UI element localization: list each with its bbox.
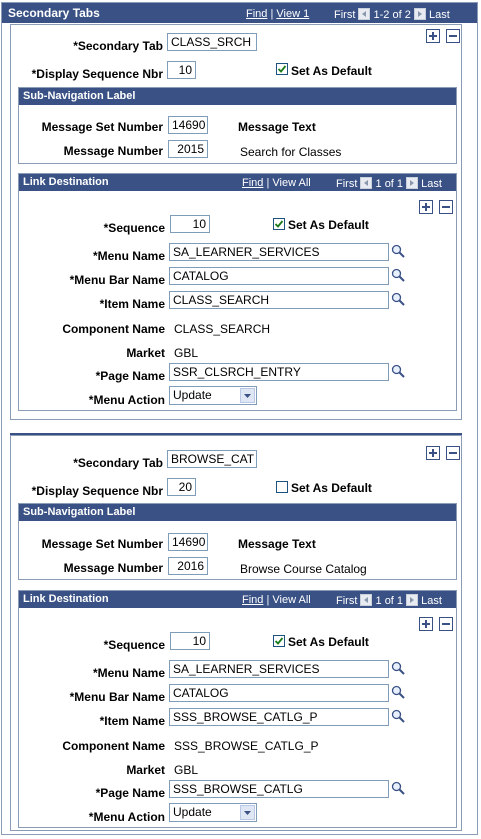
add-row-icon[interactable]: [419, 617, 433, 631]
range-label: 1-2 of 2: [373, 9, 411, 21]
add-row-icon[interactable]: [419, 200, 433, 214]
first-label: First: [334, 9, 356, 21]
prev-arrow-icon[interactable]: [360, 177, 372, 189]
component-label: Component Name: [62, 739, 165, 753]
grid-header: Secondary Tabs Find | View 1 First 1-2 of 2 Last: [2, 3, 477, 23]
display-seq-label: *Display Sequence Nbr: [31, 67, 163, 81]
link-destination-header: Link Destination Find | View All First 1 of 1 Last: [19, 591, 456, 608]
chevron-down-icon[interactable]: [240, 805, 255, 820]
market-label: Market: [126, 763, 165, 777]
last-label: Last: [428, 9, 450, 21]
link-set-default-checkbox[interactable]: [273, 218, 285, 230]
market-value: GBL: [174, 346, 199, 360]
add-row-icon[interactable]: [426, 29, 440, 43]
delete-row-icon[interactable]: [446, 446, 460, 460]
secondary-tab-input[interactable]: BROWSE_CAT: [167, 450, 257, 468]
msg-num-input[interactable]: 2015: [168, 140, 208, 158]
last-label: Last: [421, 595, 442, 607]
component-value: SSS_BROWSE_CATLG_P: [174, 739, 319, 753]
last-label: Last: [421, 178, 442, 190]
first-label: First: [336, 595, 358, 607]
set-default-checkbox[interactable]: [276, 63, 288, 75]
lookup-icon[interactable]: [391, 661, 405, 678]
menu-bar-input[interactable]: CATALOG: [169, 267, 389, 285]
display-seq-input[interactable]: 20: [167, 478, 196, 496]
prev-arrow-icon[interactable]: [358, 8, 370, 20]
menu-action-value: Update: [173, 805, 212, 819]
link-destination-title: Link Destination: [23, 176, 109, 188]
lookup-icon[interactable]: [391, 364, 405, 381]
lookup-icon[interactable]: [391, 685, 405, 702]
item-name-input[interactable]: CLASS_SEARCH: [169, 291, 389, 309]
set-default-checkbox[interactable]: [276, 481, 288, 493]
view-link[interactable]: View 1: [276, 8, 310, 20]
msg-num-label: Message Number: [63, 561, 163, 575]
find-link[interactable]: Find: [242, 594, 264, 606]
lookup-icon[interactable]: [391, 781, 405, 798]
msg-text-value: Search for Classes: [240, 145, 342, 159]
page-name-label: *Page Name: [95, 786, 165, 800]
menu-name-input[interactable]: SA_LEARNER_SERVICES: [169, 660, 389, 678]
msg-text-value: Browse Course Catalog: [240, 562, 367, 576]
next-arrow-icon[interactable]: [406, 177, 418, 189]
msg-set-input[interactable]: 14690: [168, 533, 208, 551]
market-value: GBL: [174, 763, 199, 777]
chevron-down-icon[interactable]: [240, 388, 255, 403]
range-label: 1 of 1: [375, 178, 404, 190]
sequence-input[interactable]: 10: [170, 215, 210, 233]
menu-bar-input[interactable]: CATALOG: [169, 684, 389, 702]
next-arrow-icon[interactable]: [406, 594, 418, 606]
secondary-tab-label: *Secondary Tab: [73, 39, 163, 53]
component-value: CLASS_SEARCH: [174, 322, 271, 336]
add-row-icon[interactable]: [426, 446, 440, 460]
item-name-label: *Item Name: [99, 297, 165, 311]
item-name-input[interactable]: SSS_BROWSE_CATLG_P: [169, 708, 389, 726]
delete-row-icon[interactable]: [446, 29, 460, 43]
component-label: Component Name: [62, 322, 165, 336]
lookup-icon[interactable]: [391, 709, 405, 726]
display-seq-input[interactable]: 10: [167, 61, 196, 79]
range-label: 1 of 1: [375, 595, 404, 607]
link-destination-title: Link Destination: [23, 593, 109, 605]
msg-text-label: Message Text: [238, 537, 316, 551]
menu-action-select[interactable]: [169, 803, 257, 822]
sequence-input[interactable]: 10: [170, 632, 210, 650]
menu-action-select[interactable]: [169, 386, 257, 405]
menu-bar-label: *Menu Bar Name: [69, 273, 165, 287]
page-name-label: *Page Name: [95, 369, 165, 383]
delete-row-icon[interactable]: [439, 617, 453, 631]
market-label: Market: [126, 346, 165, 360]
link-set-default-label: Set As Default: [288, 218, 369, 232]
item-name-label: *Item Name: [99, 714, 165, 728]
page-name-input[interactable]: SSS_BROWSE_CATLG: [169, 780, 389, 798]
subnav-title: Sub-Navigation Label: [23, 90, 136, 102]
link-set-default-label: Set As Default: [288, 635, 369, 649]
secondary-tab-input[interactable]: CLASS_SRCH: [167, 33, 257, 51]
set-default-label: Set As Default: [291, 481, 372, 495]
find-link[interactable]: Find: [246, 8, 268, 20]
msg-num-label: Message Number: [63, 144, 163, 158]
lookup-icon[interactable]: [391, 268, 405, 285]
msg-set-input[interactable]: 14690: [168, 116, 208, 134]
menu-name-label: *Menu Name: [92, 666, 165, 680]
grid-title: Secondary Tabs: [8, 6, 100, 20]
menu-action-label: *Menu Action: [88, 810, 165, 824]
menu-bar-label: *Menu Bar Name: [69, 690, 165, 704]
msg-set-label: Message Set Number: [41, 120, 163, 134]
next-arrow-icon[interactable]: [414, 8, 426, 20]
msg-num-input[interactable]: 2016: [168, 557, 208, 575]
lookup-icon[interactable]: [391, 292, 405, 309]
subnav-header: [19, 504, 456, 521]
view-all-link[interactable]: View All: [272, 177, 311, 189]
lookup-icon[interactable]: [391, 244, 405, 261]
sequence-label: *Sequence: [103, 638, 165, 652]
msg-set-label: Message Set Number: [41, 537, 163, 551]
delete-row-icon[interactable]: [439, 200, 453, 214]
sequence-label: *Sequence: [103, 221, 165, 235]
menu-name-label: *Menu Name: [92, 249, 165, 263]
set-default-label: Set As Default: [291, 64, 372, 78]
prev-arrow-icon[interactable]: [360, 594, 372, 606]
view-all-link[interactable]: View All: [272, 594, 311, 606]
secondary-tab-label: *Secondary Tab: [73, 456, 163, 470]
subnav-header: [19, 88, 456, 105]
display-seq-label: *Display Sequence Nbr: [31, 484, 163, 498]
menu-action-label: *Menu Action: [88, 393, 165, 407]
page-name-input[interactable]: SSR_CLSRCH_ENTRY: [169, 363, 389, 381]
msg-text-label: Message Text: [238, 120, 316, 134]
menu-action-value: Update: [173, 388, 212, 402]
find-link[interactable]: Find: [242, 177, 264, 189]
menu-name-input[interactable]: SA_LEARNER_SERVICES: [169, 243, 389, 261]
link-destination-header: Link Destination Find | View All First 1 of 1 Last: [19, 174, 456, 191]
link-set-default-checkbox[interactable]: [273, 635, 285, 647]
first-label: First: [336, 178, 358, 190]
subnav-title: Sub-Navigation Label: [23, 506, 136, 518]
